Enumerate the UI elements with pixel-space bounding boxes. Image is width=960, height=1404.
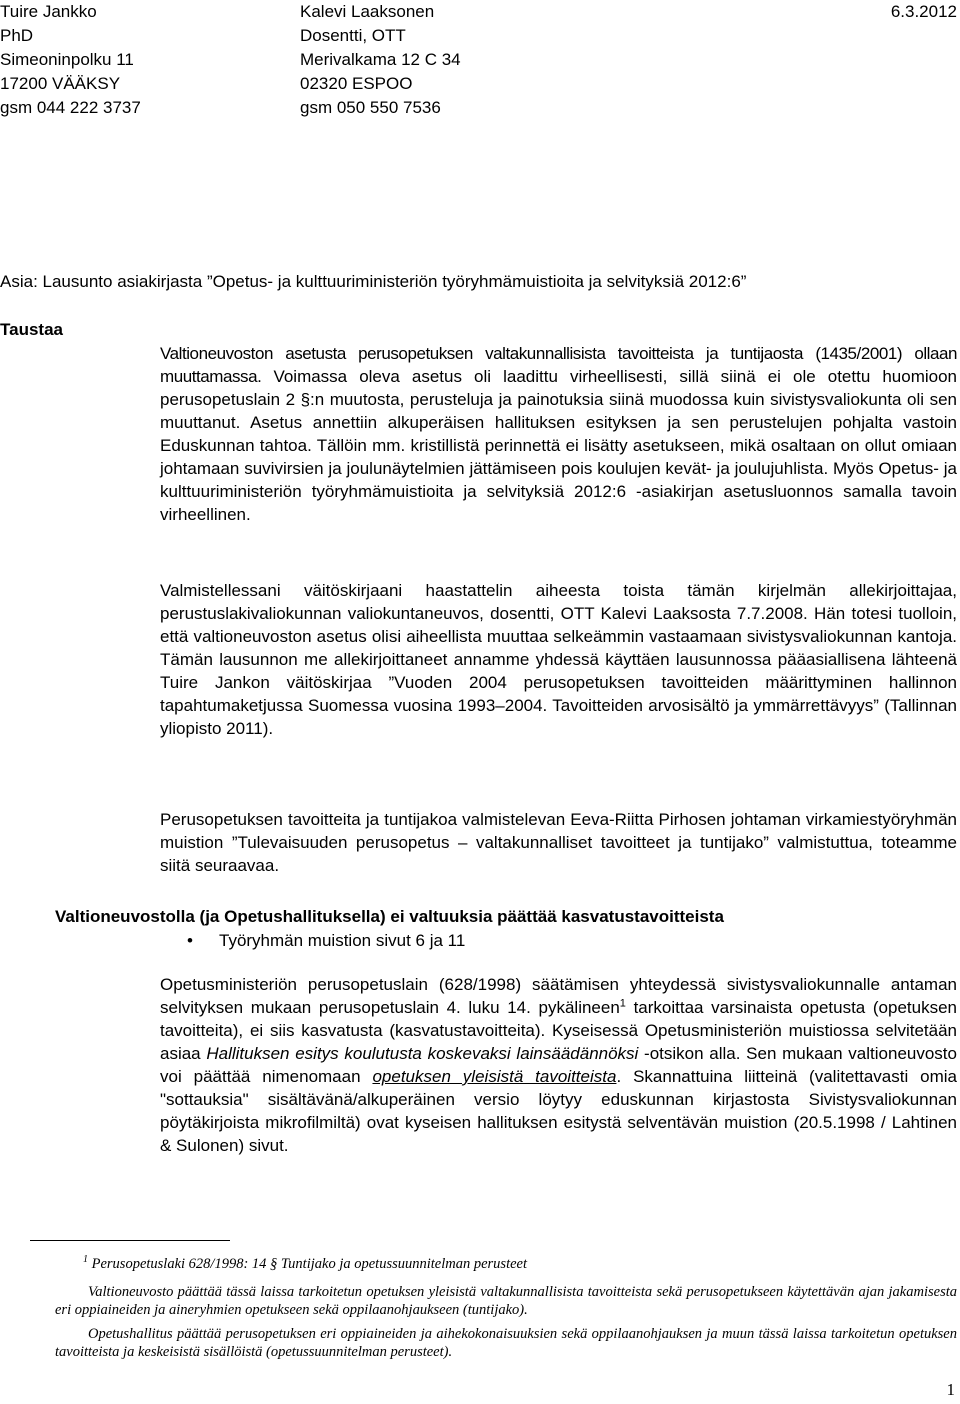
sender2-block	[300, 0, 461, 120]
paragraph-ministry-part-b: tarkoittaa varsinaista opetusta (opetuksen tavoitteita), ei siis kasvatusta (kasvatustavoitteita). Kyseisessä Opetusministeriön muistiossa selvitetään asiaa	[160, 998, 958, 1063]
subject-line: Asia: Lausunto asiakirjasta ”Opetus- ja kulttuuriministeriön työryhmämuistioita ja selvityksiä 2012:6”	[0, 272, 747, 291]
paragraph-ministry	[160, 973, 957, 1157]
paragraph-ministry-part-c: -otsikon alla. Sen mukaan valtioneuvosto voi päättää nimenomaan	[160, 1044, 957, 1086]
sender2-city: 02320 ESPOO	[300, 74, 413, 93]
footnote-reference: 1	[619, 997, 626, 1010]
bullet-dot-icon: •	[187, 931, 193, 950]
sender2-title: Dosentti, OTT	[300, 26, 406, 45]
sender1-title: PhD	[0, 26, 34, 45]
footnote-title-text: Perusopetuslaki 628/1998: 14 § Tuntijako ja opetussuunnitelman perusteet	[91, 1256, 527, 1272]
footnote-text-2: Opetushallitus päättää perusopetuksen eri oppiaineiden ja aihekokonaisuuksien sekä oppilaanohjauksen ja muun tässä laissa tarkoitetun opetuksen tavoitteista ja keskeisistä sisällöistä (opetussuunnitelman perusteet).	[55, 1326, 957, 1360]
page-number: 1	[946, 1380, 955, 1399]
footnote-title	[83, 1255, 527, 1273]
sender2-street: Merivalkama 12 C 34	[300, 50, 461, 69]
bullet-item: Työryhmän muistion sivut 6 ja 11	[219, 931, 466, 950]
letter-date: 6.3.2012	[890, 2, 957, 21]
paragraph-background-lead: Valtioneuvoston asetusta perusopetuksen valtakunnallisista tavoitteista ja tuntijaosta (1435/2001) ollaan muuttamassa.	[160, 344, 957, 386]
paragraph-ministry-part-a: Opetusministeriön perusopetuslain (628/1998) säätämisen yhteydessä sivistysvaliokunnalle antaman selvityksen mukaan perusopetuslain 4. luku 14. pykälineen	[160, 975, 957, 1017]
paragraph-working-group-text: Perusopetuksen tavoitteita ja tuntijakoa valmistelevan Eeva-Riitta Pirhosen johtaman virkamiestyöryhmän muistion ”Tulevaisuuden perusopetus – valtakunnalliset tavoitteet ja tuntijako” valmistuttua, toteamme siitä seuraavaa.	[160, 810, 957, 875]
sender2-name: Kalevi Laaksonen	[300, 2, 435, 21]
paragraph-interview	[160, 579, 957, 740]
paragraph-interview-text: Valmistellessani väitöskirjaani haastattelin aiheesta toista tämän kirjelmän allekirjoittajaa, perustuslakivaliokunnan valiokuntaneuvos, dosentti, OTT Kalevi Laaksosta 7.7.2008. Hän totesi tuolloin, että valtioneuvoston asetus olisi aiheellista muuttaa selkeämmin vastaamaan sivistysvaliokunnan kantoja. Tämän lausunnon me allekirjoittaneet annamme yhdessä käyttäen lausunnossa pääasiallisena lähteenä Tuire Jankon väitöskirjaa ”Vuoden 2004 perusopetuksen tavoitteiden määrittyminen hallinnon tapahtumaketjussa Suomessa vuosina 1993–2004. Tavoitteiden arvosisältö ja ymmärrettävyys” (Tallinnan yliopisto 2011).	[160, 581, 957, 738]
sender1-name: Tuire Jankko	[0, 2, 97, 21]
sender1-phone: gsm 044 222 3737	[0, 98, 141, 117]
sender1-street: Simeoninpolku 11	[0, 50, 134, 69]
paragraph-ministry-italic-underlined: opetuksen yleisistä tavoitteista	[372, 1067, 617, 1086]
paragraph-background-body: Voimassa oleva asetus oli laadittu virheellisesti, sillä siinä ei ole otettu huomioon perusopetuslain 2 §:n muutosta, perusteluja ja painotuksia siinä muodossa kuin sivistysvaliokunta oli sen muuttanut. Asetus annettiin alkuperäisen hallituksen esityksen ja sen perustelujen pohjalta vastoin Eduskunnan tahtoa. Tällöin mm. kristillistä perinnettä ei lisätty asetukseen, mikä osaltaan on ollut omiaan johtamaan suvivirsien ja joulunäytelmien jättämiseen pois koulujen kevät- ja joulujuhlista. Myös Opetus- ja kulttuuriministeriön työryhmämuistioita ja selvityksiä 2012:6 -asiakirjan asetusluonnos samalla tavoin virheellinen.	[160, 367, 957, 524]
section-heading: Valtioneuvostolla (ja Opetushallituksella) ei valtuuksia päättää kasvatustavoitteista	[55, 907, 724, 926]
footnote-text-1: Valtioneuvosto päättää tässä laissa tarkoitetun opetuksen yleisistä valtakunnallisista tavoitteista sekä perusopetukseen käytettävän ajan jakamisesta eri oppiaineiden ja aineryhmien opetukseen sekä oppilaanohjaukseen (tuntijako).	[55, 1284, 957, 1318]
paragraph-working-group	[160, 808, 957, 877]
paragraph-ministry-part-d: . Skannattuina liitteinä (valitettavasti omia "sottauksia" sisältävänä/alkuperäinen versio löytyy eduskunnan kirjastosta Sivistysvaliokunnan pöytäkirjoista mikrofilmiltä) ovat kyseisen hallituksen esitystä selventävän muistion (20.5.1998 / Lahtinen & Sulonen) sivut.	[160, 1067, 958, 1155]
sender1-city: 17200 VÄÄKSY	[0, 74, 121, 93]
sender1-block	[0, 0, 141, 120]
paragraph-ministry-italic-title: Hallituksen esitys koulutusta koskevaksi lainsäädännöksi	[206, 1044, 639, 1063]
sender2-phone: gsm 050 550 7536	[300, 98, 441, 117]
paragraph-background	[160, 342, 957, 526]
taustaa-heading: Taustaa	[0, 320, 63, 339]
footnote-mark: 1	[83, 1254, 88, 1266]
footnote-divider	[30, 1240, 230, 1241]
